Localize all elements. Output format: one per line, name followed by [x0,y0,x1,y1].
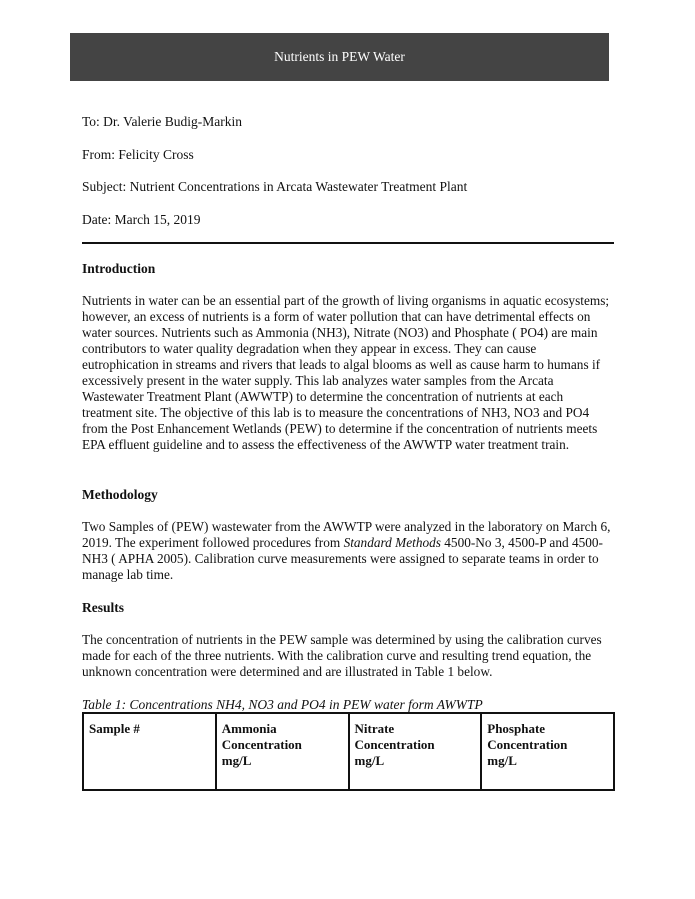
column-header-ammonia [216,713,349,790]
table-header-row [83,713,614,790]
column-header-nitrate-label: Nitrate Concentration mg/L [354,721,435,768]
methodology-heading: Methodology [82,487,158,502]
memo-divider [82,242,614,244]
document-title: Nutrients in PEW Water [274,49,405,64]
column-header-ammonia-label: Ammonia Concentration mg/L [221,721,302,768]
memo-date: Date: March 15, 2019 [82,212,201,227]
column-header-phosphate [481,713,614,790]
methodology-paragraph [82,519,616,583]
memo-subject: Subject: Nutrient Concentrations in Arcata Wastewater Treatment Plant [82,179,468,194]
methodology-text-start: Two Samples of (PEW) wastewater from the AWWTP were analyzed in the laboratory on March 6, 2019. The experiment followed procedures from [82,519,611,550]
memo-from: From: Felicity Cross [82,147,194,162]
standard-methods-citation: Standard Methods [343,535,441,550]
methodology-text-end: 4500-No 3, 4500-P and 4500-NH3 ( APHA 2005). Calibration curve measurements were assigned to separate teams in order to manage lab time. [82,535,603,582]
results-heading: Results [82,600,125,615]
column-header-sample-label: Sample # [89,721,140,736]
document-header-banner [70,33,609,81]
memo-to: To: Dr. Valerie Budig-Markin [82,114,243,129]
introduction-paragraph: Nutrients in water can be an essential part of the growth of living organisms in aquatic ecosystems; however, an excess of nutrients is a form of water pollution that can have detrimental effects on water sources. Nutrients such as Ammonia (NH3), Nitrate (NO3) and Phosphate ( PO4) are main contributors to water quality degradation when they appear in excess. They can cause eutrophication in streams and rivers that leads to algal blooms as well as cause harm to humans if excessively present in the water supply. This lab analyzes water samples from the Arcata Wastewater Treatment Plant (AWWTP) to determine the concentration of nutrients at each treatment site. The objective of this lab is to measure the concentrations of NH3, NO3 and PO4 from the Post Enhancement Wetlands (PEW) to determine if the concentration of nutrients meets EPA effluent guideline and to assess the effectiveness of the AWWTP water treatment train. [82,293,610,452]
column-header-sample [83,713,216,790]
table-caption: Table 1: Concentrations NH4, NO3 and PO4 in PEW water form AWWTP [82,697,483,712]
concentrations-table [82,712,615,791]
introduction-heading: Introduction [82,261,156,276]
column-header-phosphate-label: Phosphate Concentration mg/L [487,721,568,768]
column-header-nitrate [349,713,482,790]
results-paragraph: The concentration of nutrients in the PEW sample was determined by using the calibration curves made for each of the three nutrients. With the calibration curve and resulting trend equation, the unknown concentration were determined and are illustrated in Table 1 below. [82,632,602,679]
